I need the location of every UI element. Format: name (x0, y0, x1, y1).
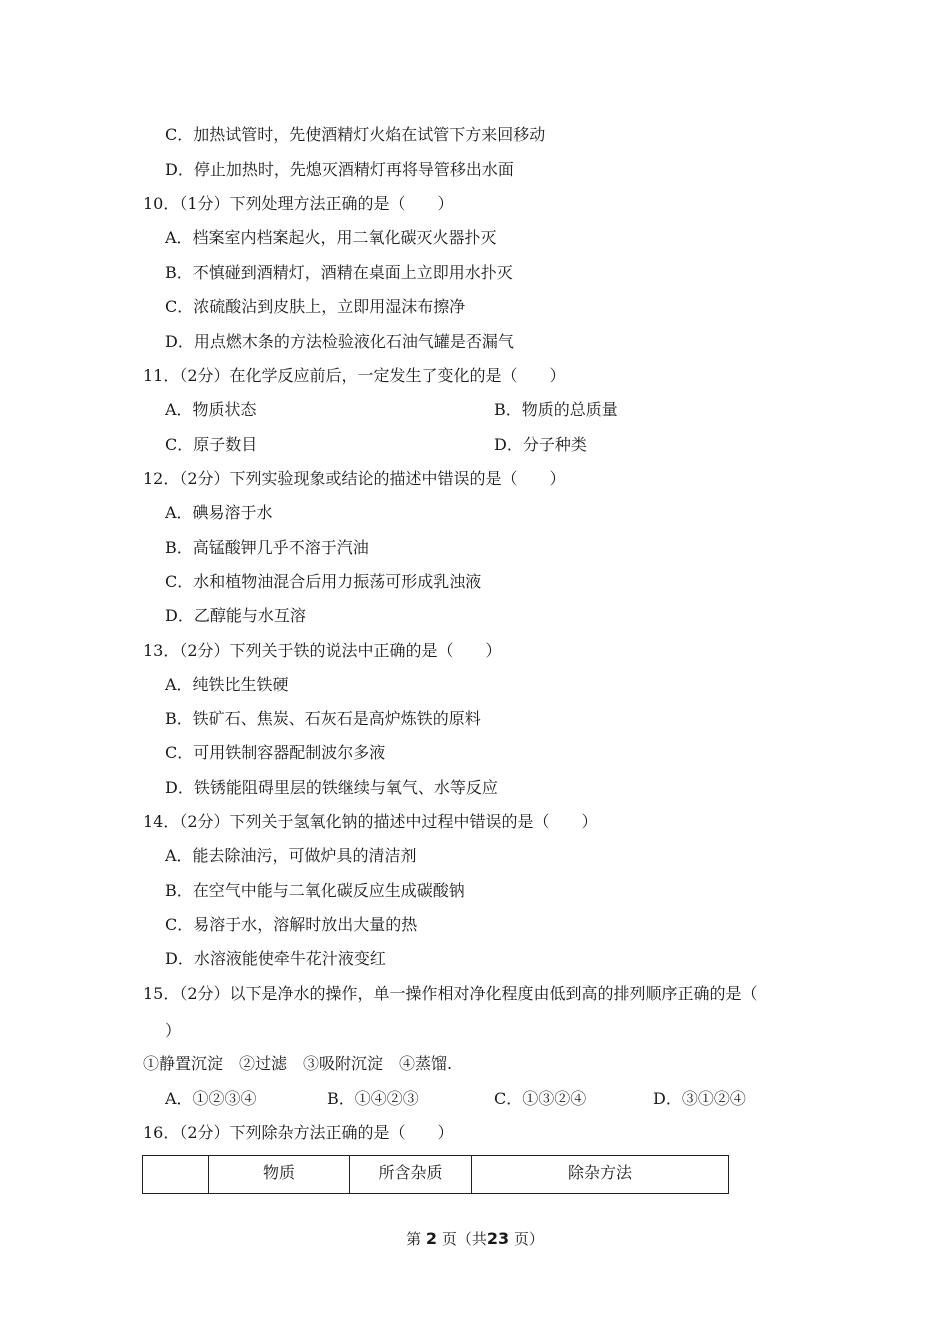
q10-option-d: D．用点燃木条的方法检验液化石油气罐是否漏气 (165, 332, 514, 351)
q13-stem: 13．（2分）下列关于铁的说法中正确的是（ ） (143, 641, 502, 660)
q9-option-c: C．加热试管时，先使酒精灯火焰在试管下方来回移动 (165, 125, 546, 144)
q15-stem: 15．（2分）以下是净水的操作，单一操作相对净化程度由低到高的排列顺序正确的是（ (143, 984, 758, 1003)
q10-stem: 10．（1分）下列处理方法正确的是（ ） (143, 194, 454, 213)
q16-table (142, 1155, 729, 1194)
q16-table-header-row (143, 1156, 729, 1194)
q13-option-c: C．可用铁制容器配制波尔多液 (165, 743, 386, 762)
q15-option-c: C．①③②④ (494, 1089, 587, 1108)
q13-option-a: A．纯铁比生铁硬 (165, 675, 289, 694)
q12-stem: 12．（2分）下列实验现象或结论的描述中错误的是（ ） (143, 469, 566, 488)
q14-option-a: A．能去除油污，可做炉具的清洁剂 (165, 846, 417, 865)
q15-option-a: A．①②③④ (165, 1089, 257, 1108)
q11-option-d: D．分子种类 (494, 435, 587, 454)
q16-table-header-impurity: 所含杂质 (350, 1156, 472, 1194)
q15-stem-continued: ） (165, 1021, 182, 1040)
q15-items: ①静置沉淀 ②过滤 ③吸附沉淀 ④蒸馏. (143, 1054, 453, 1073)
q13-option-d: D．铁锈能阻碍里层的铁继续与氧气、水等反应 (165, 778, 498, 797)
q10-option-a: A．档案室内档案起火，用二氧化碳灭火器扑灭 (165, 228, 497, 247)
footer-prefix: 第 (406, 1230, 422, 1248)
q12-option-d: D．乙醇能与水互溶 (165, 606, 306, 625)
q14-option-c: C．易溶于水，溶解时放出大量的热 (165, 915, 418, 934)
q13-option-b: B．铁矿石、焦炭、石灰石是高炉炼铁的原料 (165, 709, 481, 728)
q16-table-header-substance: 物质 (209, 1156, 350, 1194)
q16-stem: 16．（2分）下列除杂方法正确的是（ ） (143, 1123, 454, 1142)
q12-option-a: A．碘易溶于水 (165, 503, 273, 522)
q11-option-a: A．物质状态 (165, 400, 257, 419)
footer-suffix: 页） (513, 1230, 544, 1248)
q15-option-d: D．③①②④ (653, 1089, 746, 1108)
q16-table-header-method: 除杂方法 (472, 1156, 729, 1194)
q14-option-d: D．水溶液能使牵牛花汁液变红 (165, 949, 386, 968)
q14-stem: 14．（2分）下列关于氢氧化钠的描述中过程中错误的是（ ） (143, 812, 598, 831)
q16-table-header-index (143, 1156, 209, 1194)
q9-option-d: D．停止加热时，先熄灭酒精灯再将导管移出水面 (165, 160, 514, 179)
q12-option-b: B．高锰酸钾几乎不溶于汽油 (165, 538, 369, 557)
q11-stem: 11．（2分）在化学反应前后，一定发生了变化的是（ ） (143, 366, 566, 385)
q11-option-c: C．原子数目 (165, 435, 258, 454)
q10-option-b: B．不慎碰到酒精灯，酒精在桌面上立即用水扑灭 (165, 263, 513, 282)
q10-option-c: C．浓硫酸沾到皮肤上，立即用湿沫布擦净 (165, 297, 466, 316)
q14-option-b: B．在空气中能与二氧化碳反应生成碳酸钠 (165, 881, 465, 900)
q11-option-b: B．物质的总质量 (494, 400, 618, 419)
page-footer (0, 1229, 950, 1249)
q12-option-c: C．水和植物油混合后用力振荡可形成乳浊液 (165, 572, 482, 591)
q15-option-b: B．①④②③ (327, 1089, 419, 1108)
footer-middle: 页（共 (441, 1230, 487, 1248)
footer-total-pages: 23 (486, 1229, 510, 1248)
footer-page-number: 2 (425, 1229, 438, 1248)
